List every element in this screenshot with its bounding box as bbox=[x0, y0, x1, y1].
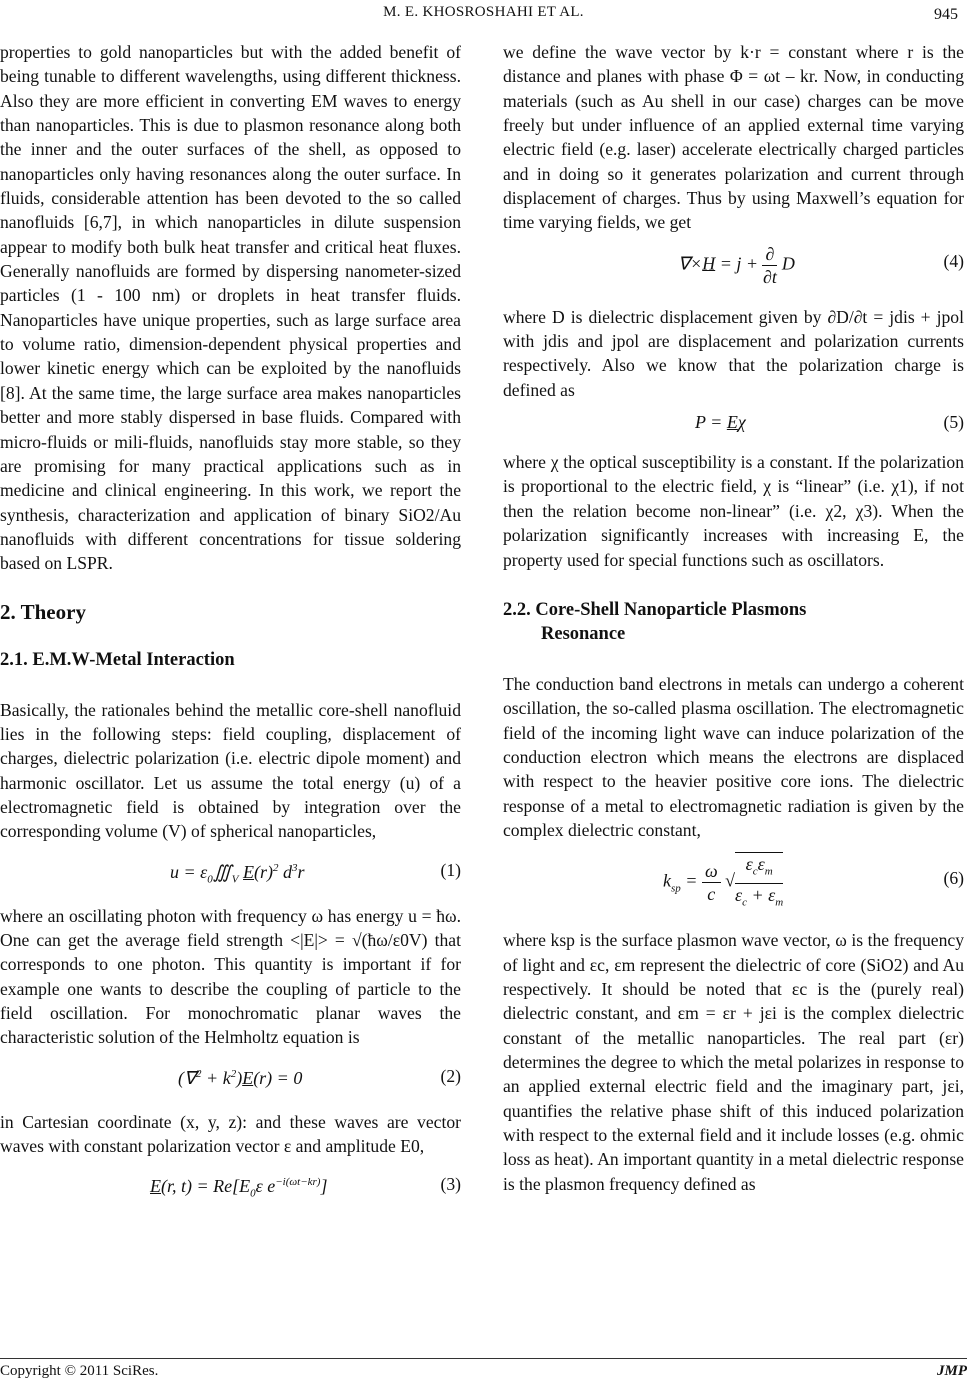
equation-6-body: $k_{sp}$ = $\frac{\omega}{c}$ √ $\frac{\varepsilon_c\varepsilon_m}{\varepsilon_c + \varepsilon_m}$ bbox=[663, 852, 783, 913]
left-paragraph-3: where an oscillating photon with frequency ω has energy u = ħω. One can get the average field strength <|E|> = √(ħω/ε0V) that corresponds to one photon. This quantity is important if for example one wants to describe the coupling of particle to the field oscillation. For monochromatic planar waves the characteristic solution of the Helmholtz equation is bbox=[0, 905, 461, 1048]
subsection-heading-line-1: 2.2. Core-Shell Nanoparticle Plasmons bbox=[503, 599, 807, 620]
footer-copyright: Copyright © 2011 SciRes. bbox=[0, 1363, 159, 1379]
right-paragraph-1: we define the wave vector by k·r = constant where r is the distance and planes with phase Φ = ωt – kr. Now, in conducting materials (such as Au shell in our case) charges can be move freely but under influence of an applied external time varying electric field (e.g. laser) accelerate electrically charged particles and in doing so it generates polarization and current through displacement of charges. Thus by using Maxwell’s equation for time varying fields, we get bbox=[503, 42, 964, 233]
equation-1-number: (1) bbox=[440, 859, 461, 880]
equation-4-number: (4) bbox=[943, 250, 964, 271]
equation-4-body: ∇×H = j + $\frac{\partial}{\partial t}$ D bbox=[678, 243, 795, 287]
equation-4 bbox=[503, 235, 964, 305]
epsilon-fraction: $\frac{\varepsilon_c\varepsilon_m}{\varepsilon_c + \varepsilon_m}$ bbox=[735, 852, 783, 913]
left-paragraph-4: in Cartesian coordinate (x, y, z): and these waves are vector waves with constant polarization vector ε and amplitude E0, bbox=[0, 1111, 461, 1157]
left-column bbox=[0, 40, 461, 1218]
equation-3 bbox=[0, 1158, 461, 1218]
equation-1 bbox=[0, 844, 461, 904]
partial-t-fraction: $\frac{\partial}{\partial t}$ bbox=[762, 243, 777, 287]
right-column bbox=[503, 40, 964, 1196]
page-header bbox=[0, 4, 967, 26]
footer-journal: JMP bbox=[937, 1363, 967, 1379]
page-number: 945 bbox=[934, 6, 958, 23]
left-paragraph-1: properties to gold nanoparticles but with the added benefit of being tunable to different wavelengths, using different thickness. Also they are more efficient in converting EM waves to energy than nanoparticles. This is due to plasmon resonance along both the inner and the outer surfaces of the shell, as opposed to nanoparticles only having resonances along the outer surface. In fluids, considerable attention has been devoted to the so called nanofluids [6,7], in which nanoparticles in dilute suspension appear to modify both bulk heat transfer and critical heat fluxes. Generally nanofluids are formed by dispersing nanometer-sized particles (1 - 100 nm) or droplets in heat transfer fluids. Nanoparticles have unique properties, such as large surface area to volume ratio, dimension-dependent physical properties and lower kinetic energy which can be exploited by the nanofluids [8]. At the same time, the large surface area makes nanoparticles better and more stably dispersed in base fluids. Compared with micro-fluids or mili-fluids, nanofluids stay more stable, so they are promising for many practical applications such as in medicine and clinical engineering. In this work, we report the synthesis, characterization and application of binary SiO2/Au nanofluids with different concentrations for tissue soldering based on LSPR. bbox=[0, 42, 461, 574]
running-head: M. E. KHOSROSHAHI ET AL. bbox=[383, 4, 584, 20]
equation-5-number: (5) bbox=[943, 412, 964, 433]
equation-6-number: (6) bbox=[943, 868, 964, 889]
right-paragraph-2: where D is dielectric displacement given by ∂D/∂t = jdis + jpol with jdis and jpol are displacement and polarization currents respectively. Also we know that the polarization charge is defined as bbox=[503, 306, 964, 400]
equation-2-body: $(\nabla^2 + k^2)E(r) = 0$ bbox=[178, 1067, 303, 1088]
right-paragraph-3: where χ the optical susceptibility is a constant. If the polarization is proportional to the electric field, χ is “linear” (i.e. χ1), if not then the relation become non-linear” (i.e. χ2, χ3). When the polarization significantly increases with increasing E, the property used for special functions such as oscillators. bbox=[503, 452, 964, 570]
left-paragraph-2: Basically, the rationales behind the metallic core-shell nanofluid lies in the following steps: field coupling, displacement of charges, dielectric polarization (i.e. electric dipole moment) and harmonic oscillator. Let us assume the total energy (u) of a electromagnetic field is obtained by integration over the corresponding volume (V) of spherical nanoparticles, bbox=[0, 699, 461, 842]
omega-over-c-fraction: $\frac{\omega}{c}$ bbox=[702, 860, 721, 905]
equation-1-body: $u = \varepsilon_0∭_V$ $E(r)^2$ $d^3r$ bbox=[170, 861, 305, 886]
equation-5 bbox=[503, 402, 964, 450]
subsection-heading-line-2: Resonance bbox=[541, 623, 626, 644]
equation-2 bbox=[0, 1050, 461, 1110]
subsection-heading-emw: 2.1. E.M.W-Metal Interaction bbox=[0, 649, 235, 670]
page-footer bbox=[0, 1363, 967, 1383]
equation-6 bbox=[503, 842, 964, 928]
footer-rule bbox=[0, 1358, 967, 1359]
equation-3-body: E(r, $t) = Re[E_0\varepsilon$ $e^{-i(\omega t-kr)}$] bbox=[150, 1176, 328, 1200]
right-paragraph-5: where ksp is the surface plasmon wave vector, ω is the frequency of light and εc, εm represent the dielectric of core (SiO2) and Au respectively. It should be noted that εc is the (purely real) dielectric constant, and εm = εr + jεi is the complex dielectric constant of the metallic nanoparticles. The real part (εr) determines the degree to which the metal polarizes in response to an applied external electric field and the imaginary part, jεi, quantifies the relative phase shift of this induced polarization with respect to the external field and it include losses (e.g. ohmic loss as heat). An important quantity in a metal dielectric response is the plasmon frequency defined as bbox=[503, 930, 964, 1194]
subsection-heading-plasmons bbox=[503, 598, 964, 646]
equation-5-body: P = Eχ bbox=[695, 412, 746, 433]
equation-3-number: (3) bbox=[440, 1174, 461, 1195]
right-paragraph-4: The conduction band electrons in metals can undergo a coherent oscillation, the so-called plasma oscillation. The electromagnetic field of the incoming light wave can induce polarization of the conduction electron which means the electrons are displaced with respect to the heavier positive core ions. The dielectric response of a metal to electromagnetic radiation is given by the complex dielectric constant, bbox=[503, 673, 964, 840]
section-heading-theory: 2. Theory bbox=[0, 599, 86, 624]
equation-2-number: (2) bbox=[440, 1065, 461, 1086]
